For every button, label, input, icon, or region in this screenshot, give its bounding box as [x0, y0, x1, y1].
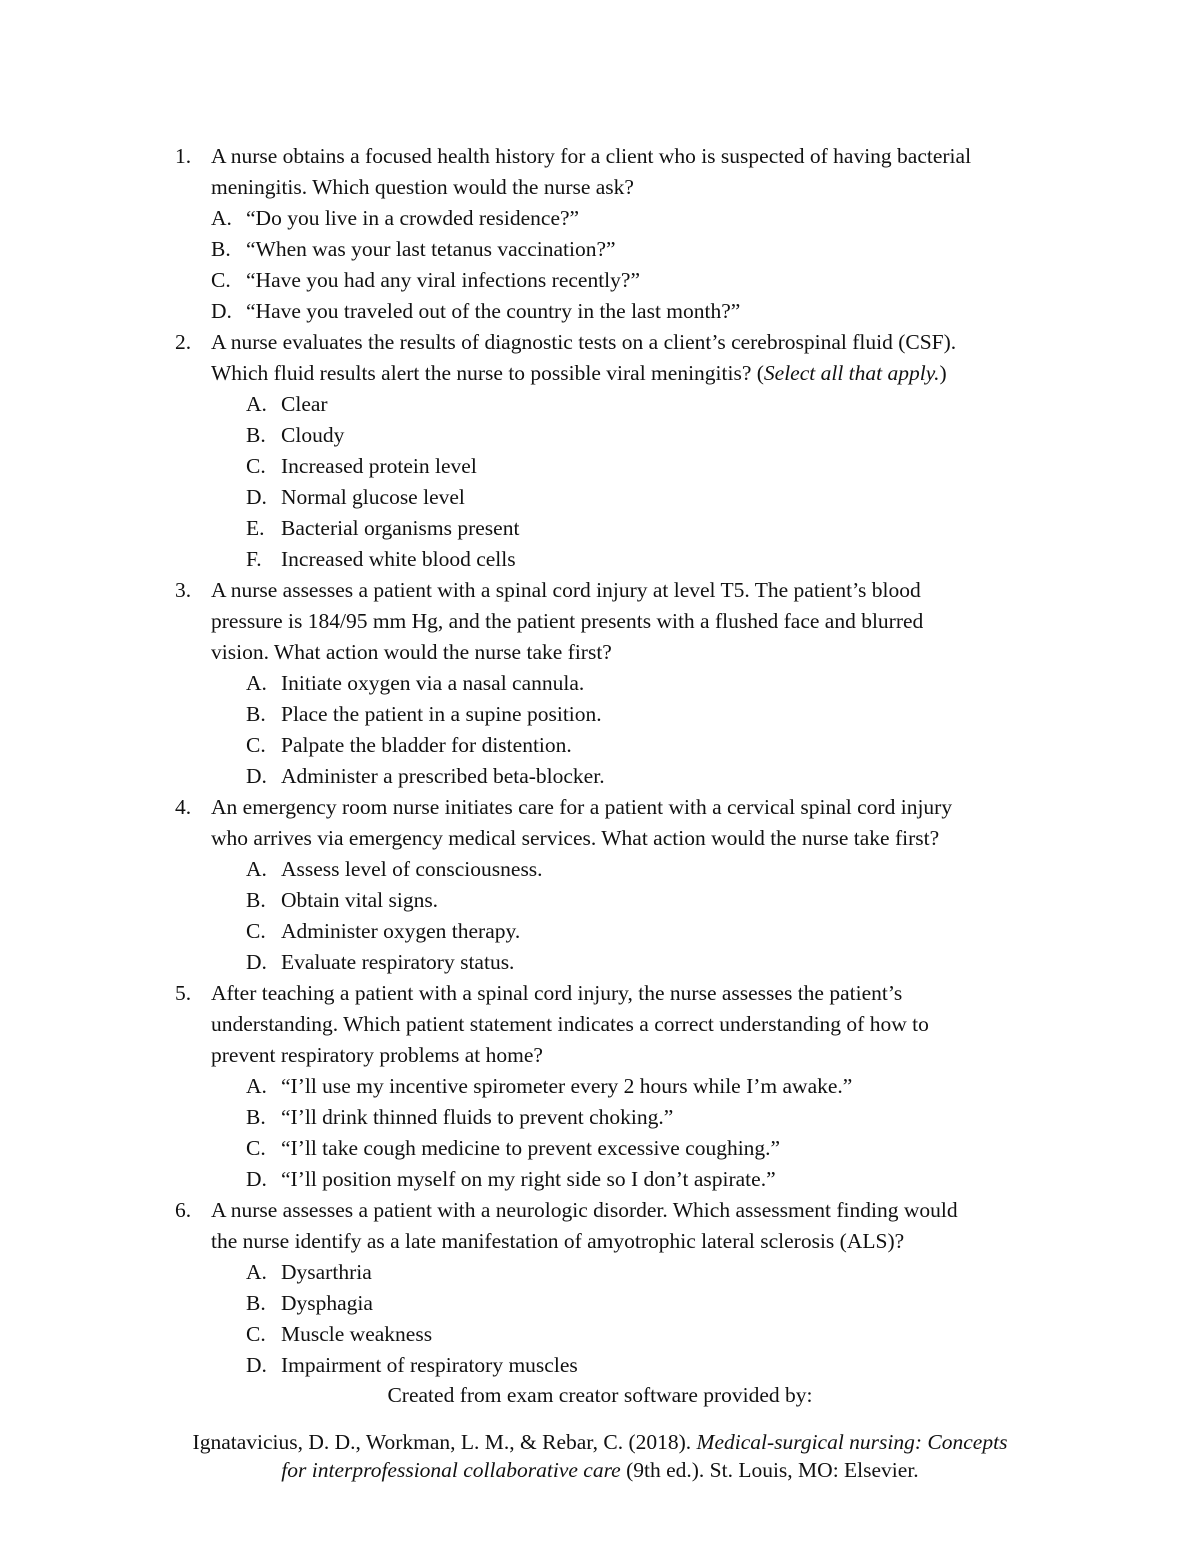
answer-option — [246, 544, 1055, 575]
answer-option — [246, 699, 1055, 730]
answer-option — [246, 513, 1055, 544]
option-letter: D. — [246, 764, 267, 788]
question-stem-text: vision. What action would the nurse take first? — [211, 640, 612, 664]
option-text: “Have you traveled out of the country in the last month?” — [246, 299, 741, 323]
option-text: Muscle weakness — [281, 1322, 433, 1346]
question-stem-text: A nurse obtains a focused health history for a client who is suspected of having bacterial — [211, 144, 972, 168]
question-stem-line — [211, 141, 1055, 172]
option-text: “I’ll use my incentive spirometer every 2 hours while I’m awake.” — [281, 1074, 853, 1098]
option-letter: C. — [246, 733, 266, 757]
option-text: Dysphagia — [281, 1291, 373, 1315]
option-text: Evaluate respiratory status. — [281, 950, 515, 974]
question-number: 5. — [175, 981, 192, 1005]
citation-line-2 — [100, 1456, 1100, 1484]
question-1 — [175, 141, 1055, 327]
option-text: “Have you had any viral infections recently?” — [246, 268, 640, 292]
citation-suffix: (9th ed.). St. Louis, MO: Elsevier. — [620, 1458, 919, 1482]
option-text: “I’ll take cough medicine to prevent excessive coughing.” — [281, 1136, 781, 1160]
question-number: 2. — [175, 330, 192, 354]
question-stem-text: A nurse assesses a patient with a spinal cord injury at level T5. The patient’s blood — [211, 578, 921, 602]
answer-option — [211, 265, 1055, 296]
option-text: Administer a prescribed beta-blocker. — [281, 764, 605, 788]
question-stem-text: An emergency room nurse initiates care for a patient with a cervical spinal cord injury — [211, 795, 953, 819]
question-stem-line — [211, 1195, 1055, 1226]
option-text: Increased white blood cells — [281, 547, 516, 571]
question-stem-text: A nurse assesses a patient with a neurologic disorder. Which assessment finding would — [211, 1198, 958, 1222]
option-letter: D. — [246, 950, 267, 974]
answer-option — [246, 761, 1055, 792]
option-text: Cloudy — [281, 423, 345, 447]
option-letter: C. — [246, 1136, 266, 1160]
option-letter: C. — [211, 268, 231, 292]
citation — [100, 1428, 1100, 1484]
option-letter: B. — [246, 702, 266, 726]
question-stem-text: A nurse evaluates the results of diagnostic tests on a client’s cerebrospinal fluid (CSF). — [211, 330, 957, 354]
answer-options — [211, 1257, 1055, 1381]
option-text: Assess level of consciousness. — [281, 857, 543, 881]
option-letter: C. — [246, 919, 266, 943]
answer-options — [211, 203, 1055, 327]
question-stem-line — [211, 358, 1055, 389]
question-stem-line — [211, 1040, 1055, 1071]
option-text: “I’ll position myself on my right side so I don’t aspirate.” — [281, 1167, 776, 1191]
question-stem-line — [211, 637, 1055, 668]
option-letter: D. — [246, 1353, 267, 1377]
option-text: Place the patient in a supine position. — [281, 702, 602, 726]
question-stem-text: understanding. Which patient statement indicates a correct understanding of how to — [211, 1012, 929, 1036]
option-letter: B. — [246, 423, 266, 447]
option-text: Bacterial organisms present — [281, 516, 520, 540]
option-text: Dysarthria — [281, 1260, 372, 1284]
question-stem-line — [211, 792, 1055, 823]
question-stem-line — [211, 978, 1055, 1009]
option-letter: B. — [246, 1105, 266, 1129]
option-letter: B. — [246, 888, 266, 912]
question-stem-text: the nurse identify as a late manifestation of amyotrophic lateral sclerosis (ALS)? — [211, 1229, 905, 1253]
answer-options — [211, 1071, 1055, 1195]
option-letter: A. — [246, 857, 267, 881]
answer-option — [246, 730, 1055, 761]
answer-option — [246, 451, 1055, 482]
option-letter: A. — [246, 392, 267, 416]
answer-option — [246, 482, 1055, 513]
answer-option — [211, 203, 1055, 234]
question-stem-text: prevent respiratory problems at home? — [211, 1043, 543, 1067]
created-by-note: Created from exam creator software provided by: — [387, 1383, 813, 1407]
question-number: 3. — [175, 578, 192, 602]
answer-option — [246, 1288, 1055, 1319]
citation-prefix: Ignatavicius, D. D., Workman, L. M., & Rebar, C. (2018). — [192, 1430, 697, 1454]
question-6 — [175, 1195, 1055, 1381]
question-stem-tail: ) — [939, 361, 947, 385]
answer-option — [246, 947, 1055, 978]
option-letter: B. — [211, 237, 231, 261]
option-letter: F. — [246, 547, 262, 571]
option-text: Administer oxygen therapy. — [281, 919, 521, 943]
citation-line-1 — [100, 1428, 1100, 1456]
option-letter: A. — [246, 671, 267, 695]
question-stem-line — [211, 606, 1055, 637]
option-text: Clear — [281, 392, 328, 416]
select-all-instruction: Select all that apply. — [763, 361, 940, 385]
option-letter: A. — [246, 1260, 267, 1284]
question-number: 1. — [175, 144, 192, 168]
answer-option — [246, 1133, 1055, 1164]
question-stem-line — [211, 1226, 1055, 1257]
option-letter: D. — [246, 1167, 267, 1191]
option-letter: A. — [211, 206, 232, 230]
answer-options — [211, 854, 1055, 978]
answer-option — [211, 234, 1055, 265]
option-text: Increased protein level — [281, 454, 477, 478]
option-letter: B. — [246, 1291, 266, 1315]
question-stem-text: who arrives via emergency medical services. What action would the nurse take first? — [211, 826, 940, 850]
answer-option — [246, 420, 1055, 451]
question-stem-line — [211, 575, 1055, 606]
option-text: Obtain vital signs. — [281, 888, 439, 912]
answer-options — [211, 668, 1055, 792]
answer-option — [246, 1319, 1055, 1350]
answer-option — [246, 916, 1055, 947]
option-text: “I’ll drink thinned fluids to prevent choking.” — [281, 1105, 674, 1129]
citation-title-part-1: Medical-surgical nursing: Concepts — [696, 1430, 1008, 1454]
question-list — [175, 141, 1055, 1381]
question-stem-line — [211, 823, 1055, 854]
option-letter: D. — [246, 485, 267, 509]
option-text: Normal glucose level — [281, 485, 465, 509]
option-text: Palpate the bladder for distention. — [281, 733, 572, 757]
option-letter: C. — [246, 1322, 266, 1346]
question-stem-text: pressure is 184/95 mm Hg, and the patient presents with a flushed face and blurred — [211, 609, 924, 633]
option-text: Initiate oxygen via a nasal cannula. — [281, 671, 585, 695]
answer-option — [246, 1257, 1055, 1288]
question-stem-text: meningitis. Which question would the nurse ask? — [211, 175, 634, 199]
question-2 — [175, 327, 1055, 575]
question-stem-text: After teaching a patient with a spinal cord injury, the nurse assesses the patient’s — [211, 981, 903, 1005]
question-stem-text: Which fluid results alert the nurse to possible viral meningitis? ( — [211, 361, 764, 385]
answer-option — [246, 1350, 1055, 1381]
question-number: 6. — [175, 1198, 192, 1222]
option-letter: D. — [211, 299, 232, 323]
answer-option — [246, 854, 1055, 885]
question-stem-line — [211, 1009, 1055, 1040]
question-4 — [175, 792, 1055, 978]
answer-option — [246, 1102, 1055, 1133]
question-5 — [175, 978, 1055, 1195]
question-stem-line — [211, 327, 1055, 358]
question-3 — [175, 575, 1055, 792]
answer-option — [246, 885, 1055, 916]
option-text: Impairment of respiratory muscles — [281, 1353, 578, 1377]
option-text: “Do you live in a crowded residence?” — [246, 206, 580, 230]
answer-option — [211, 296, 1055, 327]
answer-options — [211, 389, 1055, 575]
citation-title-part-2: for interprofessional collaborative care — [281, 1458, 621, 1482]
option-letter: C. — [246, 454, 266, 478]
question-number: 4. — [175, 795, 192, 819]
answer-option — [246, 1164, 1055, 1195]
answer-option — [246, 389, 1055, 420]
answer-option — [246, 668, 1055, 699]
answer-option — [246, 1071, 1055, 1102]
option-letter: E. — [246, 516, 265, 540]
option-text: “When was your last tetanus vaccination?” — [246, 237, 616, 261]
option-letter: A. — [246, 1074, 267, 1098]
question-stem-line — [211, 172, 1055, 203]
